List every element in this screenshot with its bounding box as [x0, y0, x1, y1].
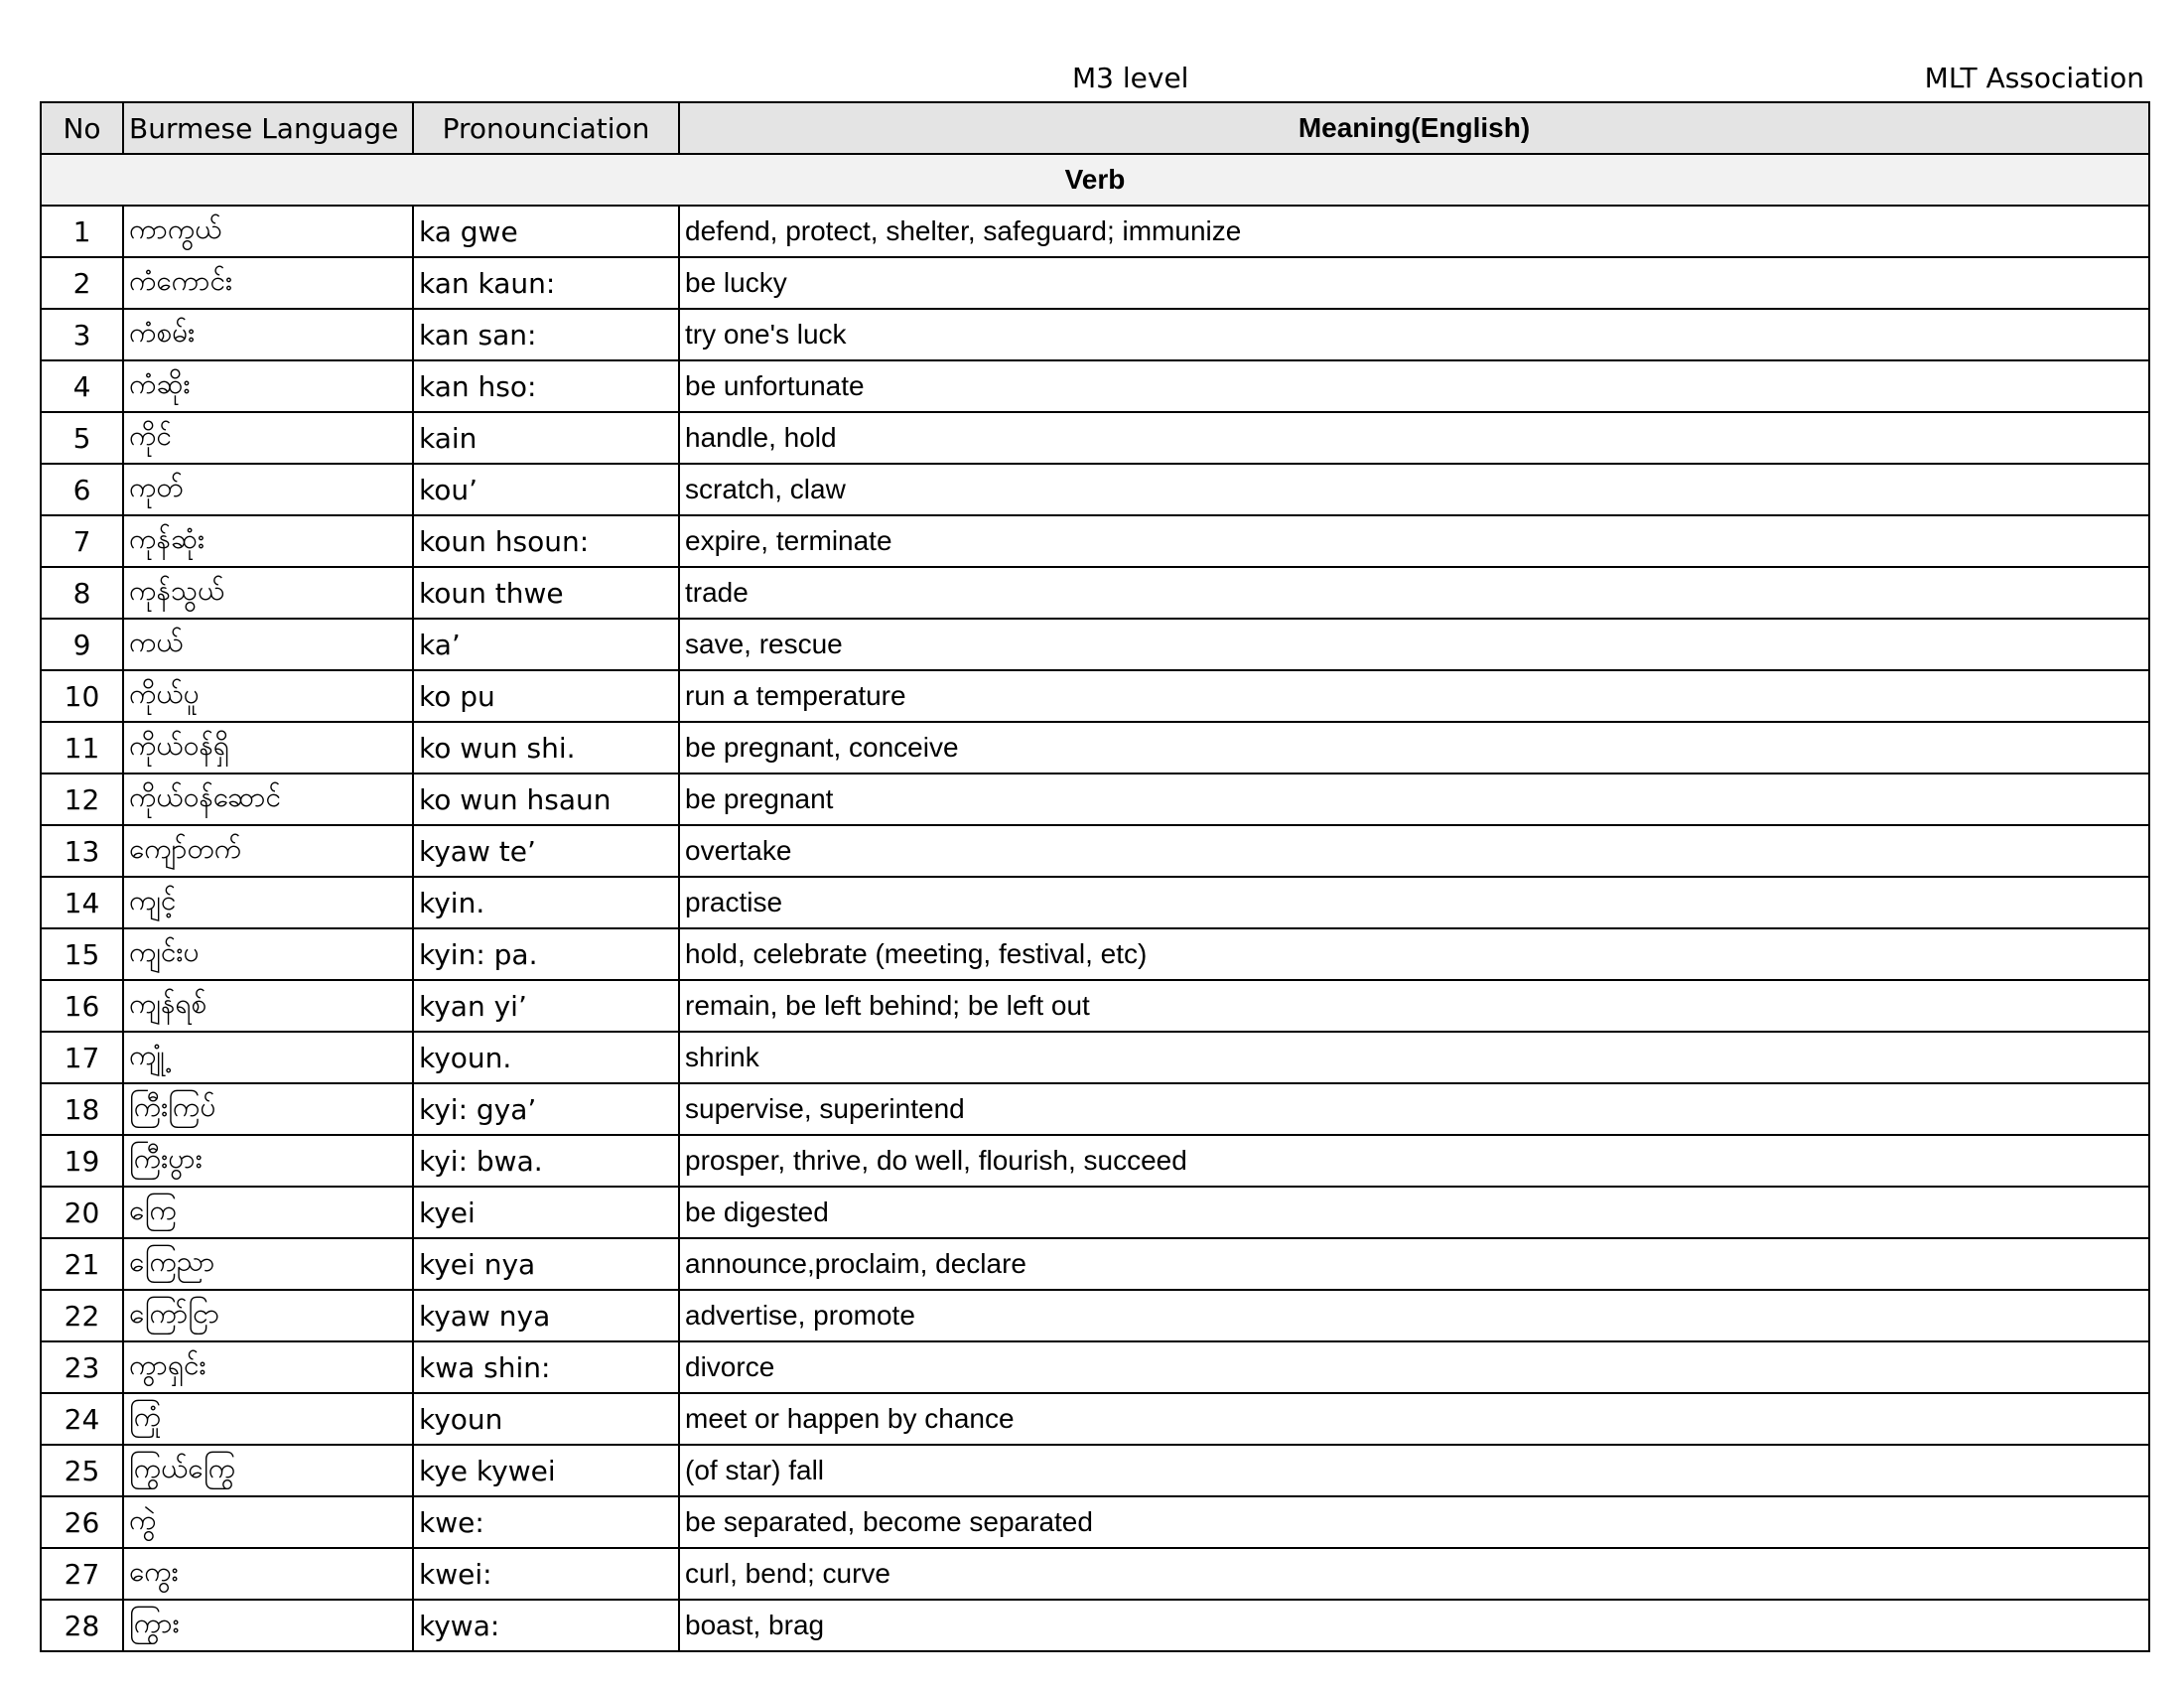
row-number: 22: [41, 1290, 123, 1341]
meaning: be pregnant: [679, 774, 2149, 825]
section-label: Verb: [41, 154, 2149, 206]
pronunciation: kywa:: [413, 1600, 679, 1651]
burmese-word: ကုန်သွယ်: [123, 567, 413, 619]
burmese-word: ကိုယ်ပူ: [123, 670, 413, 722]
pronunciation: kan hso:: [413, 360, 679, 412]
burmese-word: ကျော်တက်: [123, 825, 413, 877]
table-row: [41, 206, 2149, 257]
meaning: trade: [679, 567, 2149, 619]
burmese-word: ကြီးကြပ်: [123, 1083, 413, 1135]
pronunciation: kyei nya: [413, 1238, 679, 1290]
table-row: [41, 1341, 2149, 1393]
burmese-word: ကြုံ: [123, 1393, 413, 1445]
row-number: 15: [41, 928, 123, 980]
row-number: 2: [41, 257, 123, 309]
burmese-word: ကွာရှင်း: [123, 1341, 413, 1393]
meaning: divorce: [679, 1341, 2149, 1393]
column-header-no: No: [41, 102, 123, 154]
burmese-word: ကြေ: [123, 1187, 413, 1238]
table-header-row: [41, 102, 2149, 154]
table-row: [41, 1548, 2149, 1600]
meaning: overtake: [679, 825, 2149, 877]
pronunciation: kyaw te’: [413, 825, 679, 877]
burmese-word: ကြွယ်ကြွေ: [123, 1445, 413, 1496]
column-header-burmese: Burmese Language: [123, 102, 413, 154]
meaning: boast, brag: [679, 1600, 2149, 1651]
pronunciation: kyaw nya: [413, 1290, 679, 1341]
burmese-word: ကံဆိုး: [123, 360, 413, 412]
table-row: [41, 1083, 2149, 1135]
burmese-word: ကိုယ်ဝန်ရှိ: [123, 722, 413, 774]
table-row: [41, 670, 2149, 722]
pronunciation: ko wun hsaun: [413, 774, 679, 825]
pronunciation: kyi: gya’: [413, 1083, 679, 1135]
table-row: [41, 464, 2149, 515]
meaning: be digested: [679, 1187, 2149, 1238]
pronunciation: koun hsoun:: [413, 515, 679, 567]
row-number: 19: [41, 1135, 123, 1187]
table-row: [41, 257, 2149, 309]
meaning: try one's luck: [679, 309, 2149, 360]
table-row: [41, 1600, 2149, 1651]
row-number: 14: [41, 877, 123, 928]
row-number: 12: [41, 774, 123, 825]
burmese-word: ကြေညာ: [123, 1238, 413, 1290]
burmese-word: ကာကွယ်: [123, 206, 413, 257]
pronunciation: kye kywei: [413, 1445, 679, 1496]
burmese-word: ကယ်: [123, 619, 413, 670]
table-row: [41, 1238, 2149, 1290]
row-number: 9: [41, 619, 123, 670]
table-row: [41, 1496, 2149, 1548]
pronunciation: kan kaun:: [413, 257, 679, 309]
meaning: defend, protect, shelter, safeguard; immunize: [679, 206, 2149, 257]
meaning: handle, hold: [679, 412, 2149, 464]
table-row: [41, 774, 2149, 825]
pronunciation: ka gwe: [413, 206, 679, 257]
pronunciation: kwe:: [413, 1496, 679, 1548]
burmese-word: ကြွား: [123, 1600, 413, 1651]
burmese-word: ကြီးပွား: [123, 1135, 413, 1187]
burmese-word: ကျုံ့: [123, 1032, 413, 1083]
meaning: be separated, become separated: [679, 1496, 2149, 1548]
burmese-word: ကိုယ်ဝန်ဆောင်: [123, 774, 413, 825]
row-number: 1: [41, 206, 123, 257]
table-row: [41, 515, 2149, 567]
row-number: 6: [41, 464, 123, 515]
pronunciation: kyi: bwa.: [413, 1135, 679, 1187]
meaning: scratch, claw: [679, 464, 2149, 515]
pronunciation: kyin.: [413, 877, 679, 928]
meaning: curl, bend; curve: [679, 1548, 2149, 1600]
table-body: [41, 206, 2149, 1651]
burmese-word: ကံစမ်း: [123, 309, 413, 360]
level-label: M3 level: [1072, 62, 1189, 94]
row-number: 5: [41, 412, 123, 464]
page-header: [40, 62, 2144, 101]
table-row: [41, 1290, 2149, 1341]
table-row: [41, 722, 2149, 774]
meaning: meet or happen by chance: [679, 1393, 2149, 1445]
row-number: 27: [41, 1548, 123, 1600]
meaning: advertise, promote: [679, 1290, 2149, 1341]
column-header-meaning: Meaning(English): [679, 102, 2149, 154]
row-number: 23: [41, 1341, 123, 1393]
pronunciation: ka’: [413, 619, 679, 670]
pronunciation: kou’: [413, 464, 679, 515]
table-row: [41, 412, 2149, 464]
meaning: announce,proclaim, declare: [679, 1238, 2149, 1290]
burmese-word: ကွဲ: [123, 1496, 413, 1548]
meaning: expire, terminate: [679, 515, 2149, 567]
burmese-word: ကုန်ဆုံး: [123, 515, 413, 567]
meaning: hold, celebrate (meeting, festival, etc): [679, 928, 2149, 980]
burmese-word: ကိုင်: [123, 412, 413, 464]
row-number: 3: [41, 309, 123, 360]
meaning: shrink: [679, 1032, 2149, 1083]
pronunciation: ko pu: [413, 670, 679, 722]
pronunciation: kain: [413, 412, 679, 464]
meaning: be lucky: [679, 257, 2149, 309]
pronunciation: kyin: pa.: [413, 928, 679, 980]
row-number: 28: [41, 1600, 123, 1651]
table-row: [41, 877, 2149, 928]
burmese-word: ကျင်းပ: [123, 928, 413, 980]
row-number: 8: [41, 567, 123, 619]
meaning: be unfortunate: [679, 360, 2149, 412]
table-row: [41, 1393, 2149, 1445]
meaning: prosper, thrive, do well, flourish, succeed: [679, 1135, 2149, 1187]
pronunciation: kwa shin:: [413, 1341, 679, 1393]
meaning: run a temperature: [679, 670, 2149, 722]
pronunciation: koun thwe: [413, 567, 679, 619]
table-row: [41, 309, 2149, 360]
table-row: [41, 928, 2149, 980]
row-number: 16: [41, 980, 123, 1032]
table-row: [41, 619, 2149, 670]
table-row: [41, 360, 2149, 412]
row-number: 7: [41, 515, 123, 567]
burmese-word: ကွေး: [123, 1548, 413, 1600]
row-number: 10: [41, 670, 123, 722]
row-number: 24: [41, 1393, 123, 1445]
burmese-word: ကျင့်: [123, 877, 413, 928]
row-number: 20: [41, 1187, 123, 1238]
row-number: 25: [41, 1445, 123, 1496]
meaning: save, rescue: [679, 619, 2149, 670]
pronunciation: ko wun shi.: [413, 722, 679, 774]
row-number: 26: [41, 1496, 123, 1548]
row-number: 13: [41, 825, 123, 877]
row-number: 21: [41, 1238, 123, 1290]
meaning: remain, be left behind; be left out: [679, 980, 2149, 1032]
burmese-word: ကြော်ငြာ: [123, 1290, 413, 1341]
row-number: 17: [41, 1032, 123, 1083]
pronunciation: kyoun: [413, 1393, 679, 1445]
row-number: 11: [41, 722, 123, 774]
table-row: [41, 1032, 2149, 1083]
burmese-word: ကျန်ရစ်: [123, 980, 413, 1032]
table-row: [41, 1187, 2149, 1238]
pronunciation: kan san:: [413, 309, 679, 360]
association-label: MLT Association: [1924, 62, 2144, 94]
vocabulary-table: [40, 101, 2150, 1652]
table-row: [41, 567, 2149, 619]
meaning: practise: [679, 877, 2149, 928]
table-row: [41, 1135, 2149, 1187]
row-number: 18: [41, 1083, 123, 1135]
table-row: [41, 825, 2149, 877]
row-number: 4: [41, 360, 123, 412]
meaning: supervise, superintend: [679, 1083, 2149, 1135]
pronunciation: kwei:: [413, 1548, 679, 1600]
pronunciation: kyan yi’: [413, 980, 679, 1032]
meaning: (of star) fall: [679, 1445, 2149, 1496]
burmese-word: ကံကောင်း: [123, 257, 413, 309]
column-header-pronunciation: Pronounciation: [413, 102, 679, 154]
table-row: [41, 980, 2149, 1032]
pronunciation: kyoun.: [413, 1032, 679, 1083]
pronunciation: kyei: [413, 1187, 679, 1238]
meaning: be pregnant, conceive: [679, 722, 2149, 774]
table-row: [41, 1445, 2149, 1496]
burmese-word: ကုတ်: [123, 464, 413, 515]
section-row: [41, 154, 2149, 206]
